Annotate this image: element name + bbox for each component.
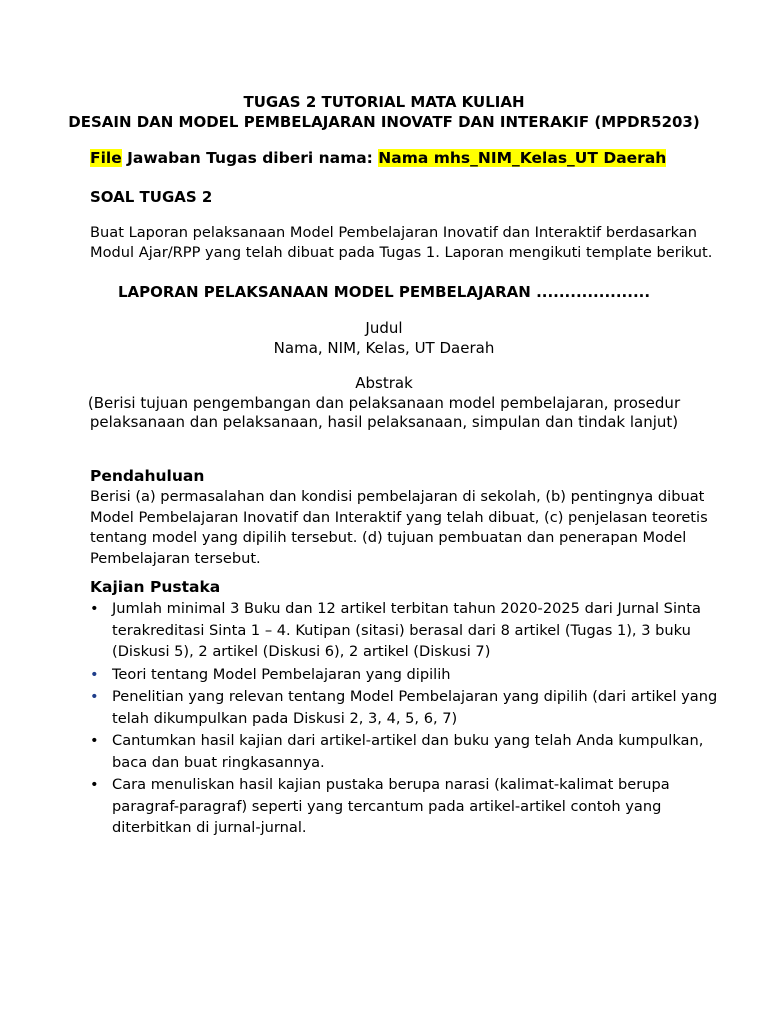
bullet-icon: • [90,665,99,683]
list-item-line: Penelitian yang relevan tentang Model Pembelajaran yang dipilih (dari artikel yang [112,688,718,705]
abstrak-description-line: pelaksanaan dan pelaksanaan, hasil pelaksanaan, simpulan dan tindak lanjut) [89,413,679,431]
list-item-line: paragraf-paragraf) seperti yang tercantum pada artikel-artikel contoh yang [112,797,662,815]
assignment-title: TUGAS 2 TUTORIAL MATA KULIAH [243,93,525,111]
list-item [90,774,710,839]
bullet-icon: • [90,776,99,793]
pendahuluan-line: Pembelajaran tersebut. [90,549,261,567]
list-item [90,598,710,663]
list-item-line: telah dikumpulkan pada Diskusi 2, 3, 4, 5, 6, 7) [112,709,458,727]
list-item-line: Jumlah minimal 3 Buku dan 12 artikel terbitan tahun 2020-2025 dari Jurnal Sinta [112,600,701,617]
kajian-pustaka-list [90,598,718,840]
list-item-line: diterbitkan di jurnal-jurnal. [112,819,307,836]
pendahuluan-line: tentang model yang dipilih tersebut. (d) tujuan pembuatan dan penerapan Model [90,529,687,546]
file-name-format-highlight: Nama mhs_NIM_Kelas_UT Daerah [378,149,667,167]
pendahuluan-line: Model Pembelajaran Inovatif dan Interaktif yang telah dibuat, (c) penjelasan teoretis [90,508,708,526]
abstrak-heading: Abstrak [355,374,413,392]
report-identity: Nama, NIM, Kelas, UT Daerah [273,339,495,357]
intro-line: Buat Laporan pelaksanaan Model Pembelajaran Inovatif dan Interaktif berdasarkan [90,224,697,241]
pendahuluan-heading: Pendahuluan [90,467,205,485]
report-judul: Judul [365,319,403,337]
list-item-line: baca dan buat ringkasannya. [112,753,325,771]
list-item [90,686,718,729]
list-item-line: terakreditasi Sinta 1 – 4. Kutipan (sitasi) berasal dari 8 artikel (Tugas 1), 3 buku [112,621,691,639]
list-item-line: Teori tentang Model Pembelajaran yang dipilih [112,665,451,683]
pendahuluan-paragraph [90,487,708,569]
intro-line: Modul Ajar/RPP yang telah dibuat pada Tugas 1. Laporan mengikuti template berikut. [90,244,713,261]
file-naming-label: Jawaban Tugas diberi nama: [121,149,379,167]
list-item-line: (Diskusi 5), 2 artikel (Diskusi 6), 2 artikel (Diskusi 7) [112,643,491,660]
list-item [90,730,710,773]
list-item-line: Cara menuliskan hasil kajian pustaka berupa narasi (kalimat-kalimat berupa [112,776,670,793]
bullet-icon: • [90,600,99,617]
course-title: DESAIN DAN MODEL PEMBELAJARAN INOVATF DAN INTERAKIF (MPDR5203) [68,113,700,131]
file-naming-instruction [90,148,666,169]
list-item-line: Cantumkan hasil kajian dari artikel-artikel dan buku yang telah Anda kumpulkan, [112,732,704,749]
bullet-icon: • [90,732,99,749]
pendahuluan-line: Berisi (a) permasalahan dan kondisi pembelajaran di sekolah, (b) pentingnya dibuat [90,488,705,505]
intro-paragraph [90,223,713,263]
list-item [90,664,710,686]
abstrak-description-line: (Berisi tujuan pengembangan dan pelaksanaan model pembelajaran, prosedur [87,394,681,412]
file-word-highlight: File [90,149,122,167]
report-title: LAPORAN PELAKSANAAN MODEL PEMBELAJARAN .................... [117,283,651,301]
soal-heading: SOAL TUGAS 2 [90,188,213,206]
kajian-pustaka-heading: Kajian Pustaka [90,578,221,596]
bullet-icon: • [90,688,99,705]
